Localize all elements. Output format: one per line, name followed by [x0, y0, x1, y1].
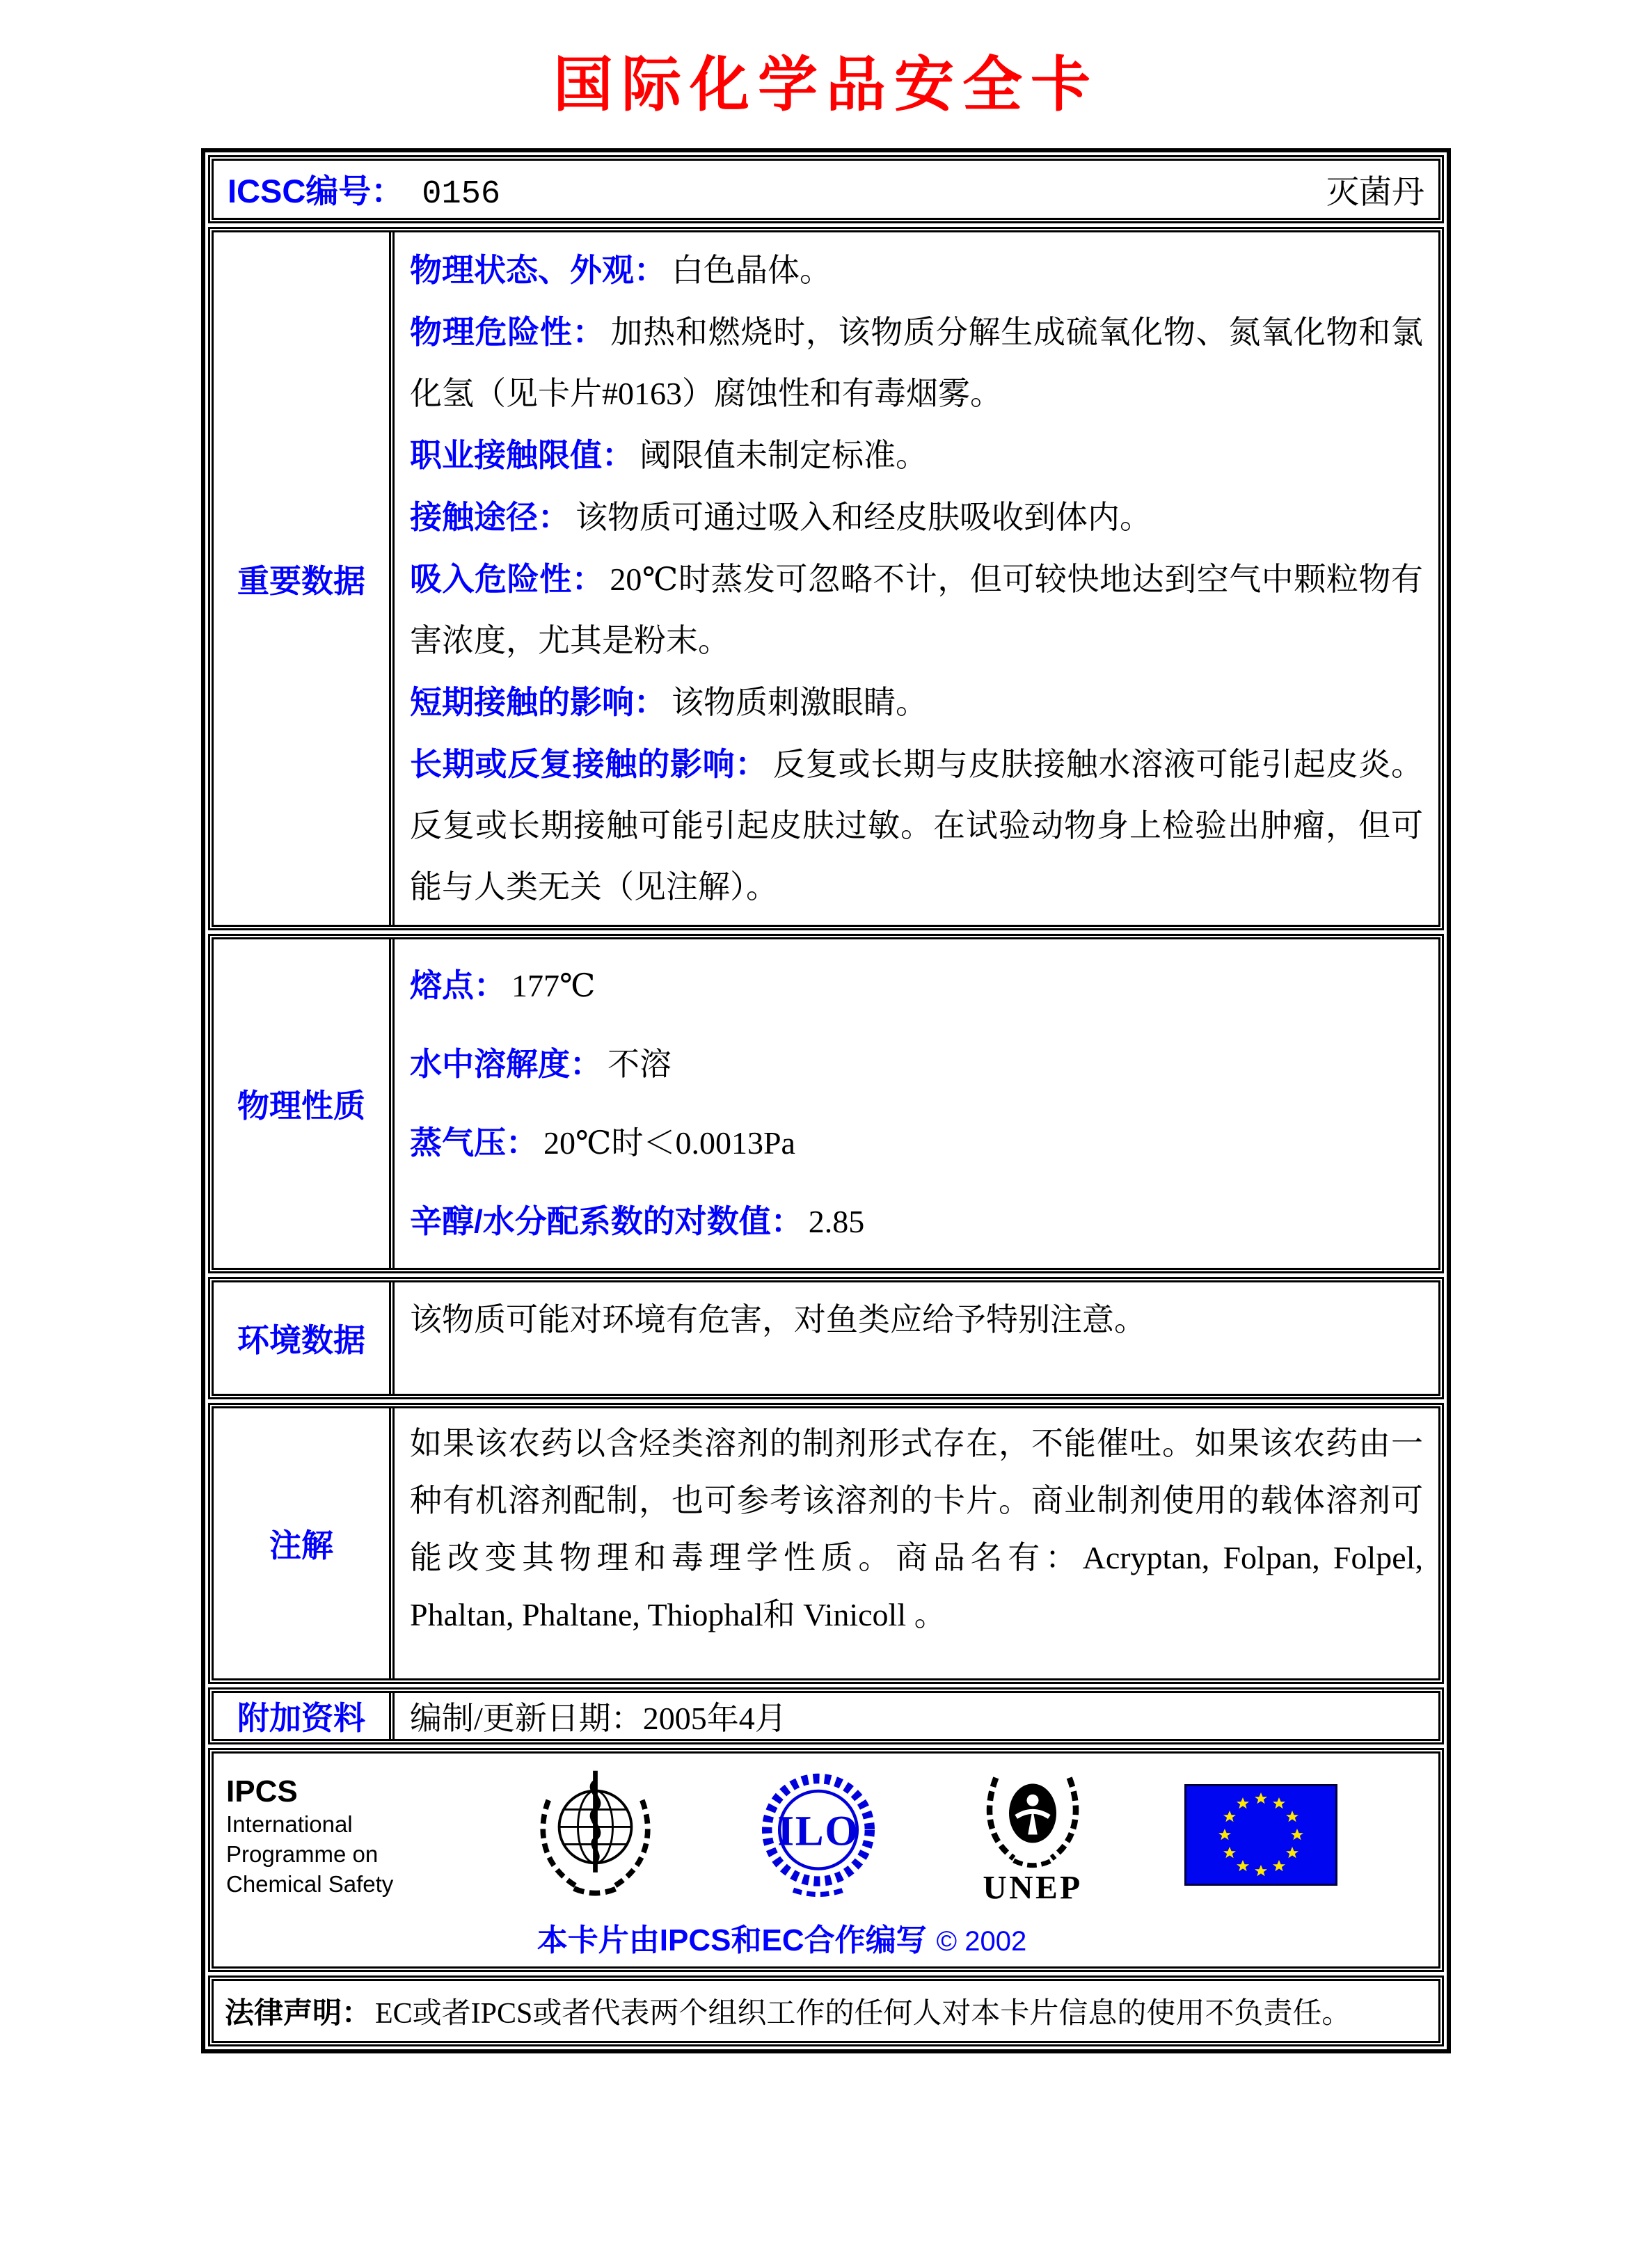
icsc-number-value: 0156	[422, 176, 501, 213]
field-vapor-pressure: 蒸气压： 20℃时＜0.0013Pa	[410, 1124, 795, 1161]
update-date-text: 编制/更新日期：2005年4月	[410, 1701, 787, 1736]
credit-line	[226, 1915, 1337, 1959]
who-logo-icon	[527, 1765, 663, 1908]
physical-properties-content	[395, 939, 1438, 1268]
chemical-name: 灭菌丹	[1326, 174, 1424, 211]
svg-text:ILO: ILO	[777, 1806, 859, 1854]
legal-label: 法律声明：	[225, 1996, 372, 2029]
credit-text: 本卡片由IPCS和EC合作编写	[537, 1923, 927, 1957]
environmental-data-text: 该物质可能对环境有危害，对鱼类应给予特别注意。	[410, 1302, 1146, 1337]
field-inhalation-risk: 吸入危险性： 20℃时蒸发可忽略不计，但可较快地达到空气中颗粒物有害浓度，尤其是粉末。	[410, 561, 1423, 658]
field-physical-danger: 物理危险性： 加热和燃烧时，该物质分解生成硫氧化物、氮氧化物和氯化氢（见卡片#0163）腐蚀性和有毒烟雾。	[410, 314, 1424, 411]
field-octanol-water-coefficient: 辛醇/水分配系数的对数值： 2.85	[410, 1203, 865, 1239]
organizations-row	[208, 1748, 1444, 1972]
header-row	[208, 155, 1444, 223]
section-label-important-data: 重要数据	[214, 232, 395, 925]
physical-properties-row	[208, 934, 1444, 1273]
page-title: 国际化学品安全卡	[553, 51, 1099, 118]
environmental-data-row	[208, 1277, 1444, 1399]
section-label-notes: 注解	[214, 1408, 395, 1678]
notes-text: 如果该农药以含烃类溶剂的制剂形式存在，不能催吐。如果该农药由一种有机溶剂配制，也可参考该溶剂的卡片。商业制剂使用的载体溶剂可能改变其物理和毒理学性质。商品名有：Acryptan, Folpan, Folpel, Phaltan, Phaltane, Thiophal和 Vinicoll 。	[410, 1426, 1423, 1632]
field-occupational-limit: 职业接触限值： 阈限值未制定标准。	[410, 437, 928, 473]
legal-row	[208, 1975, 1444, 2046]
notes-content	[395, 1408, 1438, 1678]
field-melting-point: 熔点： 177℃	[410, 967, 596, 1003]
icsc-number-group	[228, 166, 500, 213]
section-label-additional-info: 附加资料	[214, 1693, 395, 1739]
eu-flag-icon	[1184, 1784, 1337, 1889]
ilo-logo-icon	[756, 1769, 881, 1905]
field-short-term-effects: 短期接触的影响： 该物质刺激眼睛。	[410, 684, 928, 720]
important-data-content	[395, 232, 1438, 925]
logos-strip	[226, 1763, 1337, 1909]
field-water-solubility: 水中溶解度： 不溶	[410, 1046, 672, 1082]
section-label-physical-properties: 物理性质	[214, 939, 395, 1268]
additional-info-content	[395, 1693, 1438, 1739]
field-physical-state: 物理状态、外观： 白色晶体。	[410, 252, 832, 288]
field-exposure-routes: 接触途径： 该物质可通过吸入和经皮肤吸收到体内。	[410, 499, 1152, 535]
svg-text:UNEP: UNEP	[983, 1870, 1083, 1906]
additional-info-row	[208, 1687, 1444, 1744]
environmental-data-content	[395, 1282, 1438, 1394]
copyright-text: © 2002	[936, 1926, 1027, 1957]
section-label-environmental-data: 环境数据	[214, 1282, 395, 1394]
icsc-number-label: ICSC编号：	[228, 173, 404, 209]
ipcs-text-block: IPCS International Programme on Chemical Safety	[226, 1774, 435, 1899]
legal-text: EC或者IPCS或者代表两个组织工作的任何人对本卡片信息的使用不负责任。	[375, 1998, 1351, 2030]
unep-logo-icon	[974, 1763, 1092, 1909]
field-long-term-effects: 长期或反复接触的影响： 反复或长期与皮肤接触水溶液可能引起皮炎。反复或长期接触可能引起皮肤过敏。在试验动物身上检验出肿瘤，但可能与人类无关（见注解）。	[410, 746, 1424, 905]
ipcs-title: IPCS	[226, 1774, 298, 1808]
notes-row	[208, 1403, 1444, 1684]
icsc-card	[201, 148, 1451, 2053]
important-data-row	[208, 227, 1444, 930]
